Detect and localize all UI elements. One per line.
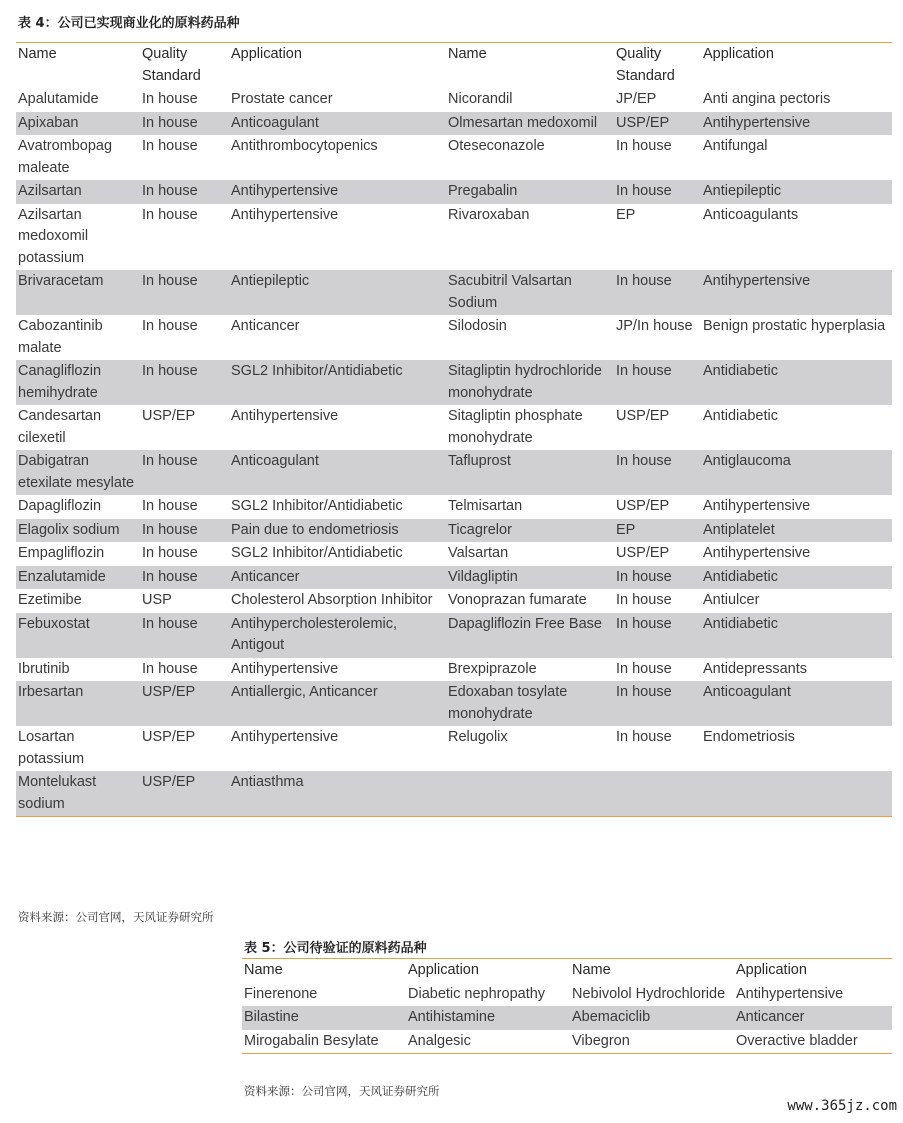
table-row — [16, 613, 892, 658]
table-row — [16, 270, 892, 315]
table-row — [16, 180, 892, 204]
cell-quality-standard: USP/EP — [616, 408, 670, 424]
table5-source: 资料来源：公司官网，天风证券研究所 — [244, 1084, 440, 1098]
cell-quality-standard — [614, 771, 701, 817]
cell-application: SGL2 Inhibitor/Antidiabetic — [229, 360, 446, 405]
table5 — [242, 958, 892, 1054]
cell-application: Antihypertensive — [231, 729, 339, 745]
cell-name: Azilsartan — [16, 180, 140, 204]
table-row — [16, 771, 892, 817]
table-row — [16, 542, 892, 566]
cell-quality-standard: In house — [616, 138, 672, 154]
cell-quality-standard: In house — [616, 592, 672, 608]
cell-name: Azilsartan medoxomil potassium — [18, 206, 89, 266]
table5-header-row — [242, 959, 892, 983]
cell-name: Dapagliflozin Free Base — [446, 613, 614, 658]
t5-header-application: Application — [408, 962, 479, 978]
cell-application: Endometriosis — [703, 729, 795, 745]
t5-header-name: Name — [244, 962, 283, 978]
cell-name: Edoxaban tosylate monohydrate — [446, 681, 614, 726]
cell-name: Sitagliptin phosphate monohydrate — [448, 408, 583, 446]
cell-name: Finerenone — [244, 985, 318, 1002]
t5-header-name-2: Name — [572, 962, 611, 978]
table-row — [16, 519, 892, 543]
table-row — [16, 315, 892, 360]
cell-application: Antiallergic, Anticancer — [229, 681, 446, 726]
cell-application: SGL2 Inhibitor/Antidiabetic — [231, 545, 403, 561]
table-row — [16, 681, 892, 726]
table-row — [16, 658, 892, 682]
cell-quality-standard: In house — [616, 660, 672, 677]
cell-name: Dabigatran etexilate mesylate — [16, 450, 140, 495]
cell-quality-standard: In house — [614, 681, 701, 726]
cell-application: Antidiabetic — [703, 408, 778, 424]
header-name: Name — [18, 46, 57, 62]
cell-application: Antiasthma — [229, 771, 446, 817]
cell-application — [701, 771, 892, 817]
cell-name: Mirogabalin Besylate — [244, 1032, 379, 1049]
cell-name: Ibrutinib — [18, 660, 70, 677]
cell-application: Anticoagulant — [229, 112, 446, 136]
cell-quality-standard: In house — [614, 270, 701, 315]
cell-quality-standard: In house — [142, 660, 198, 677]
cell-application: Antihistamine — [406, 1006, 570, 1030]
cell-application: Anticoagulant — [229, 450, 446, 495]
table-row — [16, 112, 892, 136]
cell-application: Antithrombocytopenics — [231, 138, 378, 154]
cell-quality-standard: In house — [616, 729, 672, 745]
cell-quality-standard: In house — [142, 318, 198, 334]
cell-application: Antihypertensive — [231, 408, 339, 424]
cell-name: Rivaroxaban — [448, 206, 530, 223]
header-name-2: Name — [448, 46, 487, 62]
cell-application: Anti angina pectoris — [703, 91, 831, 107]
cell-quality-standard: In house — [614, 180, 701, 204]
cell-application: Anticancer — [734, 1006, 892, 1030]
cell-name: Nebivolol Hydrochloride — [572, 985, 726, 1002]
table-row — [16, 450, 892, 495]
cell-quality-standard: In house — [142, 206, 198, 223]
cell-quality-standard: USP/EP — [142, 729, 196, 745]
cell-application: Anticoagulant — [701, 681, 892, 726]
cell-quality-standard: In house — [614, 450, 701, 495]
watermark: www.365jz.com — [787, 1098, 897, 1114]
cell-name: Vonoprazan fumarate — [448, 592, 587, 608]
table4-caption: 表 4：公司已实现商业化的原料药品种 — [18, 16, 240, 31]
cell-quality-standard: USP/EP — [614, 112, 701, 136]
cell-quality-standard: In house — [140, 566, 229, 590]
cell-quality-standard: EP — [614, 519, 701, 543]
table-row — [16, 589, 892, 613]
cell-name: Brexpiprazole — [448, 660, 537, 677]
cell-name: Abemaciclib — [570, 1006, 734, 1030]
cell-quality-standard: JP/In house — [616, 318, 693, 334]
cell-quality-standard: In house — [140, 450, 229, 495]
cell-quality-standard: In house — [614, 360, 701, 405]
cell-name: Oteseconazole — [448, 138, 545, 154]
cell-name: Avatrombopag maleate — [18, 138, 113, 176]
cell-name: Valsartan — [448, 545, 509, 561]
cell-application: Antidepressants — [703, 660, 807, 677]
cell-name: Relugolix — [448, 729, 508, 745]
table5-caption: 表 5：公司待验证的原料药品种 — [244, 941, 427, 956]
cell-name: Olmesartan medoxomil — [446, 112, 614, 136]
cell-name: Dapagliflozin — [18, 498, 102, 514]
cell-name: Apixaban — [16, 112, 140, 136]
cell-quality-standard: In house — [140, 519, 229, 543]
cell-application: Antihypertensive — [231, 206, 339, 223]
cell-name: Ezetimibe — [18, 592, 82, 608]
cell-application: Anticancer — [229, 566, 446, 590]
cell-quality-standard: In house — [140, 613, 229, 658]
cell-quality-standard: In house — [142, 545, 198, 561]
cell-application: SGL2 Inhibitor/Antidiabetic — [231, 498, 403, 514]
cell-name: Silodosin — [448, 318, 507, 334]
table-row — [16, 360, 892, 405]
cell-application: Antihypertensive — [231, 660, 339, 677]
header-application-2: Application — [703, 46, 774, 62]
cell-quality-standard: USP/EP — [616, 545, 670, 561]
cell-quality-standard: USP/EP — [142, 408, 196, 424]
cell-application: Antihypertensive — [736, 985, 844, 1002]
cell-application: Benign prostatic hyperplasia — [703, 318, 886, 334]
cell-name: Canagliflozin hemihydrate — [16, 360, 140, 405]
cell-application: Analgesic — [408, 1032, 471, 1049]
cell-application: Antiepileptic — [229, 270, 446, 315]
cell-name: Empagliflozin — [18, 545, 105, 561]
cell-name: Irbesartan — [16, 681, 140, 726]
cell-quality-standard: JP/EP — [616, 91, 657, 107]
table-row — [16, 726, 892, 771]
table-row — [16, 495, 892, 519]
cell-quality-standard: In house — [614, 613, 701, 658]
table-row — [242, 1030, 892, 1054]
header-application: Application — [231, 46, 302, 62]
cell-name: Losartan potassium — [18, 729, 85, 767]
cell-application: Antiepileptic — [701, 180, 892, 204]
cell-name: Cabozantinib malate — [18, 318, 103, 356]
cell-application: Antidiabetic — [701, 360, 892, 405]
cell-quality-standard: In house — [142, 138, 198, 154]
cell-quality-standard: USP/EP — [616, 498, 670, 514]
cell-quality-standard: In house — [140, 112, 229, 136]
cell-application: Antihypertensive — [703, 498, 811, 514]
cell-quality-standard: In house — [142, 91, 198, 107]
cell-name: Telmisartan — [448, 498, 523, 514]
cell-application: Prostate cancer — [231, 91, 333, 107]
cell-application: Antihypertensive — [703, 545, 811, 561]
cell-quality-standard: In house — [140, 360, 229, 405]
cell-quality-standard: In house — [140, 180, 229, 204]
cell-application: Overactive bladder — [736, 1032, 858, 1049]
cell-quality-standard: USP — [142, 592, 172, 608]
header-quality-standard-2: Quality Standard — [616, 46, 675, 84]
cell-application: Antihypertensive — [229, 180, 446, 204]
cell-name: Candesartan cilexetil — [18, 408, 102, 446]
cell-application: Antihypertensive — [701, 112, 892, 136]
cell-name: Sitagliptin hydrochloride monohydrate — [446, 360, 614, 405]
header-quality-standard: Quality Standard — [142, 46, 201, 84]
cell-application: Diabetic nephropathy — [408, 985, 546, 1002]
table-row — [16, 566, 892, 590]
table-row — [16, 204, 892, 271]
cell-quality-standard: In house — [614, 566, 701, 590]
cell-name: Montelukast sodium — [16, 771, 140, 817]
cell-application: Antidiabetic — [701, 613, 892, 658]
cell-name: Elagolix sodium — [16, 519, 140, 543]
table-row — [16, 135, 892, 180]
cell-name: Ticagrelor — [446, 519, 614, 543]
cell-name: Apalutamide — [18, 91, 99, 107]
cell-name: Nicorandil — [448, 91, 513, 107]
table4-header-row — [16, 43, 892, 89]
table4-source: 资料来源：公司官网，天风证券研究所 — [18, 910, 214, 924]
cell-application: Anticoagulants — [703, 206, 799, 223]
cell-name: Sacubitril Valsartan Sodium — [446, 270, 614, 315]
cell-application: Antiglaucoma — [701, 450, 892, 495]
cell-name: Tafluprost — [446, 450, 614, 495]
cell-quality-standard: EP — [616, 206, 636, 223]
table-row — [16, 405, 892, 450]
cell-application: Anticancer — [231, 318, 300, 334]
cell-name: Bilastine — [242, 1006, 406, 1030]
cell-application: Antidiabetic — [701, 566, 892, 590]
cell-name: Vildagliptin — [446, 566, 614, 590]
t5-header-application-2: Application — [736, 962, 807, 978]
cell-quality-standard: USP/EP — [140, 681, 229, 726]
cell-quality-standard: In house — [142, 498, 198, 514]
cell-application: Antiulcer — [703, 592, 760, 608]
cell-application: Antihypercholesterolemic, Antigout — [229, 613, 446, 658]
table-row — [242, 1006, 892, 1030]
table-row — [242, 983, 892, 1007]
cell-application: Antihypertensive — [701, 270, 892, 315]
cell-application: Antifungal — [703, 138, 768, 154]
cell-quality-standard: In house — [140, 270, 229, 315]
cell-name: Brivaracetam — [16, 270, 140, 315]
cell-application: Cholesterol Absorption Inhibitor — [231, 592, 433, 608]
cell-name: Enzalutamide — [16, 566, 140, 590]
table-row — [16, 88, 892, 112]
cell-name — [446, 771, 614, 817]
cell-name: Pregabalin — [446, 180, 614, 204]
cell-name: Vibegron — [572, 1032, 630, 1049]
cell-name: Febuxostat — [16, 613, 140, 658]
table4 — [16, 42, 892, 817]
cell-quality-standard: USP/EP — [140, 771, 229, 817]
cell-application: Pain due to endometriosis — [229, 519, 446, 543]
cell-application: Antiplatelet — [701, 519, 892, 543]
